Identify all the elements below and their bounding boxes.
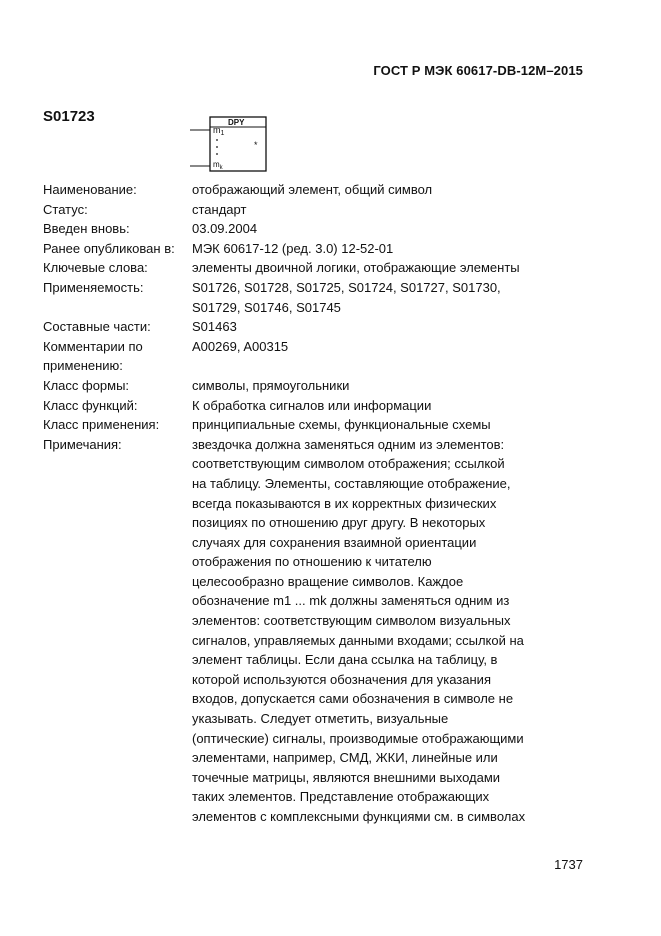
attribute-label: Ключевые слова:	[43, 260, 148, 276]
value-line: К обработка сигналов или информации	[192, 397, 432, 413]
ellipsis-dot	[216, 139, 218, 141]
attribute-value	[192, 376, 603, 396]
ellipsis-dot	[216, 146, 218, 148]
ellipsis-dot	[216, 153, 218, 155]
value-line: S01726, S01728, S01725, S01724, S01727, S01730,	[192, 279, 501, 295]
attribute-value	[192, 219, 603, 239]
value-line: на таблицу. Элементы, составляющие отображение,	[192, 475, 511, 491]
attribute-value	[192, 180, 603, 200]
value-line: принципиальные схемы, функциональные схемы	[192, 417, 491, 433]
value-line: отображения по отношению к читателю	[192, 554, 432, 570]
value-line: всегда показываются в их корректных физических	[192, 495, 497, 511]
value-line: входов, допускается сами обозначения в символе не	[192, 691, 514, 707]
value-line: элементов: соответствующим символом визуальных	[192, 613, 511, 629]
value-line: элементами, например, СМД, ЖКИ, линейные или	[192, 750, 498, 766]
attribute-label: Класс применения:	[43, 417, 160, 433]
asterisk-placeholder: *	[254, 140, 258, 150]
standard-title: ГОСТ Р МЭК 60617-DB-12M–2015	[373, 63, 583, 78]
input-label-m1: $m_1$	[213, 125, 225, 137]
value-line: точечные матрицы, являются внешними выходами	[192, 769, 501, 785]
attribute-value	[192, 200, 603, 220]
attribute-list	[43, 180, 603, 827]
page-number: 1737	[554, 857, 583, 872]
attribute-row	[43, 200, 603, 220]
attribute-row	[43, 258, 603, 278]
value-line: указывать. Следует отметить, визуальные	[192, 711, 449, 727]
attribute-label: Класс функций:	[43, 397, 138, 413]
attribute-label: Класс формы:	[43, 377, 130, 393]
attribute-label: Статус:	[43, 201, 88, 217]
attribute-row	[43, 317, 603, 337]
display-element-symbol	[190, 115, 280, 180]
attribute-value	[192, 258, 603, 278]
value-line: соответствующим символом отображения; ссылкой	[192, 456, 505, 472]
attribute-row	[43, 435, 603, 827]
value-line: случаях для сохранения взаимной ориентации	[192, 534, 477, 550]
value-line: элементы двоичной логики, отображающие элементы	[192, 260, 520, 276]
symbol-qualifier: DPY	[228, 118, 245, 127]
attribute-row	[43, 337, 603, 376]
value-line: отображающий элемент, общий символ	[192, 182, 433, 197]
value-line: символы, прямоугольники	[192, 377, 350, 393]
attribute-row	[43, 278, 603, 317]
attribute-row	[43, 219, 603, 239]
value-line: S01729, S01746, S01745	[192, 299, 341, 315]
value-line: элемент таблицы. Если дана ссылка на таблицу, в	[192, 652, 498, 668]
attribute-value	[192, 278, 603, 317]
attribute-value	[192, 435, 603, 827]
attribute-row	[43, 415, 603, 435]
value-line: МЭК 60617-12 (ред. 3.0) 12-52-01	[192, 240, 394, 256]
value-line: A00269, A00315	[192, 338, 289, 354]
attribute-value	[192, 317, 603, 337]
attribute-value	[192, 337, 603, 376]
value-line: элементов с комплексными функциями см. в символах	[192, 809, 526, 824]
attribute-label: Примечания:	[43, 436, 122, 452]
value-line: таких элементов. Представление отображающих	[192, 789, 490, 805]
attribute-value	[192, 396, 603, 416]
attribute-value	[192, 415, 603, 435]
attribute-row	[43, 239, 603, 259]
value-line: S01463	[192, 319, 237, 335]
attribute-row	[43, 376, 603, 396]
value-line: сигналов, управляемых данными входами; ссылкой на	[192, 632, 524, 648]
value-line: которой используются обозначения для указания	[192, 671, 491, 687]
value-line: позициях по отношению друг другу. В некоторых	[192, 515, 486, 531]
value-line: (оптические) сигналы, производимые отображающими	[192, 730, 524, 746]
input-label-mk: $m_k$	[213, 160, 223, 171]
value-line: 03.09.2004	[192, 221, 258, 237]
attribute-label: Комментарии по применению:	[43, 338, 143, 374]
value-line: целесообразно вращение символов. Каждое	[192, 573, 464, 589]
attribute-label: Введен вновь:	[43, 221, 130, 237]
value-line: стандарт	[192, 201, 247, 217]
value-line: обозначение m1 ... mk должны заменяться одним из	[192, 593, 510, 609]
attribute-value	[192, 239, 603, 259]
attribute-row	[43, 396, 603, 416]
attribute-row	[43, 180, 603, 200]
attribute-label: Ранее опубликован в:	[43, 240, 175, 256]
value-line: звездочка должна заменяться одним из элементов:	[192, 436, 505, 452]
symbol-code: S01723	[43, 108, 95, 125]
attribute-label: Составные части:	[43, 319, 151, 335]
attribute-label: Наименование:	[43, 182, 137, 197]
attribute-label: Применяемость:	[43, 279, 144, 295]
